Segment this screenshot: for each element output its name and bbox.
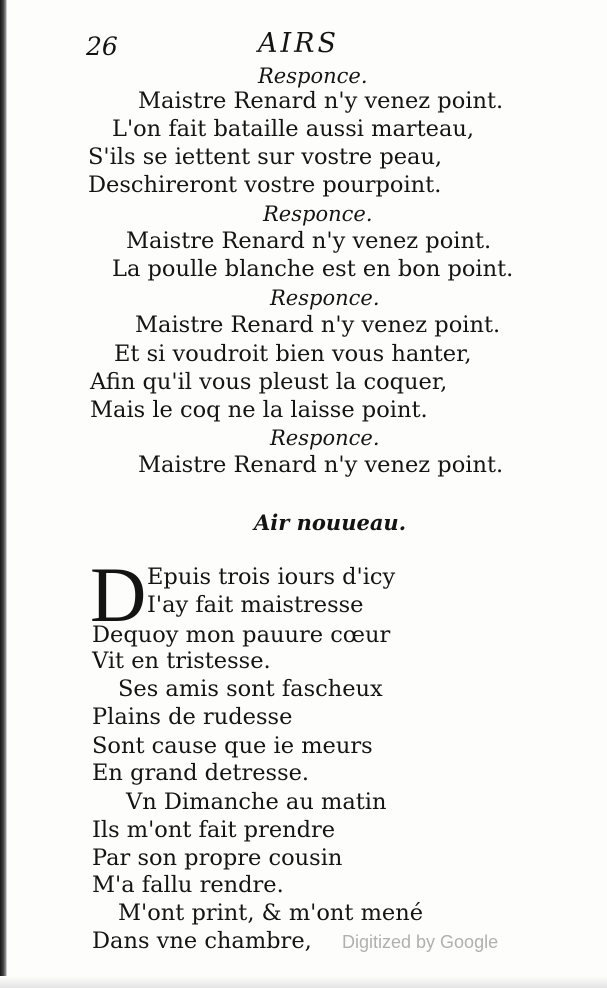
book-spine-shadow: [0, 0, 7, 988]
verse-line: Ses amis sont fascheux: [118, 676, 383, 702]
verse-line: Maistre Renard n'y venez point.: [138, 88, 504, 114]
verse-line: Dequoy mon pauure cœur: [92, 622, 391, 648]
verse-line: Deschireront vostre pourpoint.: [88, 172, 442, 198]
verse-line: Dans vne chambre,: [92, 928, 312, 954]
drop-cap-initial: D: [90, 551, 147, 638]
page-number: 26: [86, 32, 118, 61]
digitized-watermark: Digitized by Google: [342, 932, 499, 952]
section-title: Air nouueau.: [254, 510, 407, 535]
page-bottom-edge: [0, 976, 607, 988]
verse-line: I'ay fait maistresse: [147, 592, 364, 618]
verse-line: Ils m'ont fait prendre: [92, 817, 336, 843]
verse-line: Epuis trois iours d'icy: [147, 564, 396, 590]
verse-line: Maistre Renard n'y venez point.: [135, 312, 501, 338]
verse-line: Maistre Renard n'y venez point.: [138, 452, 504, 478]
verse-line: La poulle blanche est en bon point.: [112, 256, 514, 282]
verse-line: M'ont print, & m'ont mené: [118, 900, 424, 926]
verse-line: Mais le coq ne la laisse point.: [90, 397, 428, 423]
verse-line: En grand detresse.: [92, 760, 310, 786]
verse-line: Sont cause que ie meurs: [92, 733, 373, 759]
verse-line: Vit en tristesse.: [92, 648, 271, 674]
verse-line: S'ils se iettent sur vostre peau,: [88, 144, 443, 170]
responce-label: Responce.: [270, 286, 380, 310]
verse-line: Vn Dimanche au matin: [126, 789, 387, 815]
verse-line: L'on fait bataille aussi marteau,: [112, 116, 475, 142]
verse-line: Plains de rudesse: [92, 704, 293, 730]
verse-line: Maistre Renard n'y venez point.: [126, 228, 492, 254]
running-title: AIRS: [258, 28, 339, 59]
responce-label: Responce.: [258, 64, 368, 88]
responce-label: Responce.: [270, 426, 380, 450]
verse-line: Par son propre cousin: [92, 845, 343, 871]
verse-line: Afin qu'il vous pleust la coquer,: [90, 369, 448, 395]
verse-line: M'a fallu rendre.: [92, 872, 284, 898]
responce-label: Responce.: [263, 202, 373, 226]
verse-line: Et si voudroit bien vous hanter,: [114, 341, 472, 367]
